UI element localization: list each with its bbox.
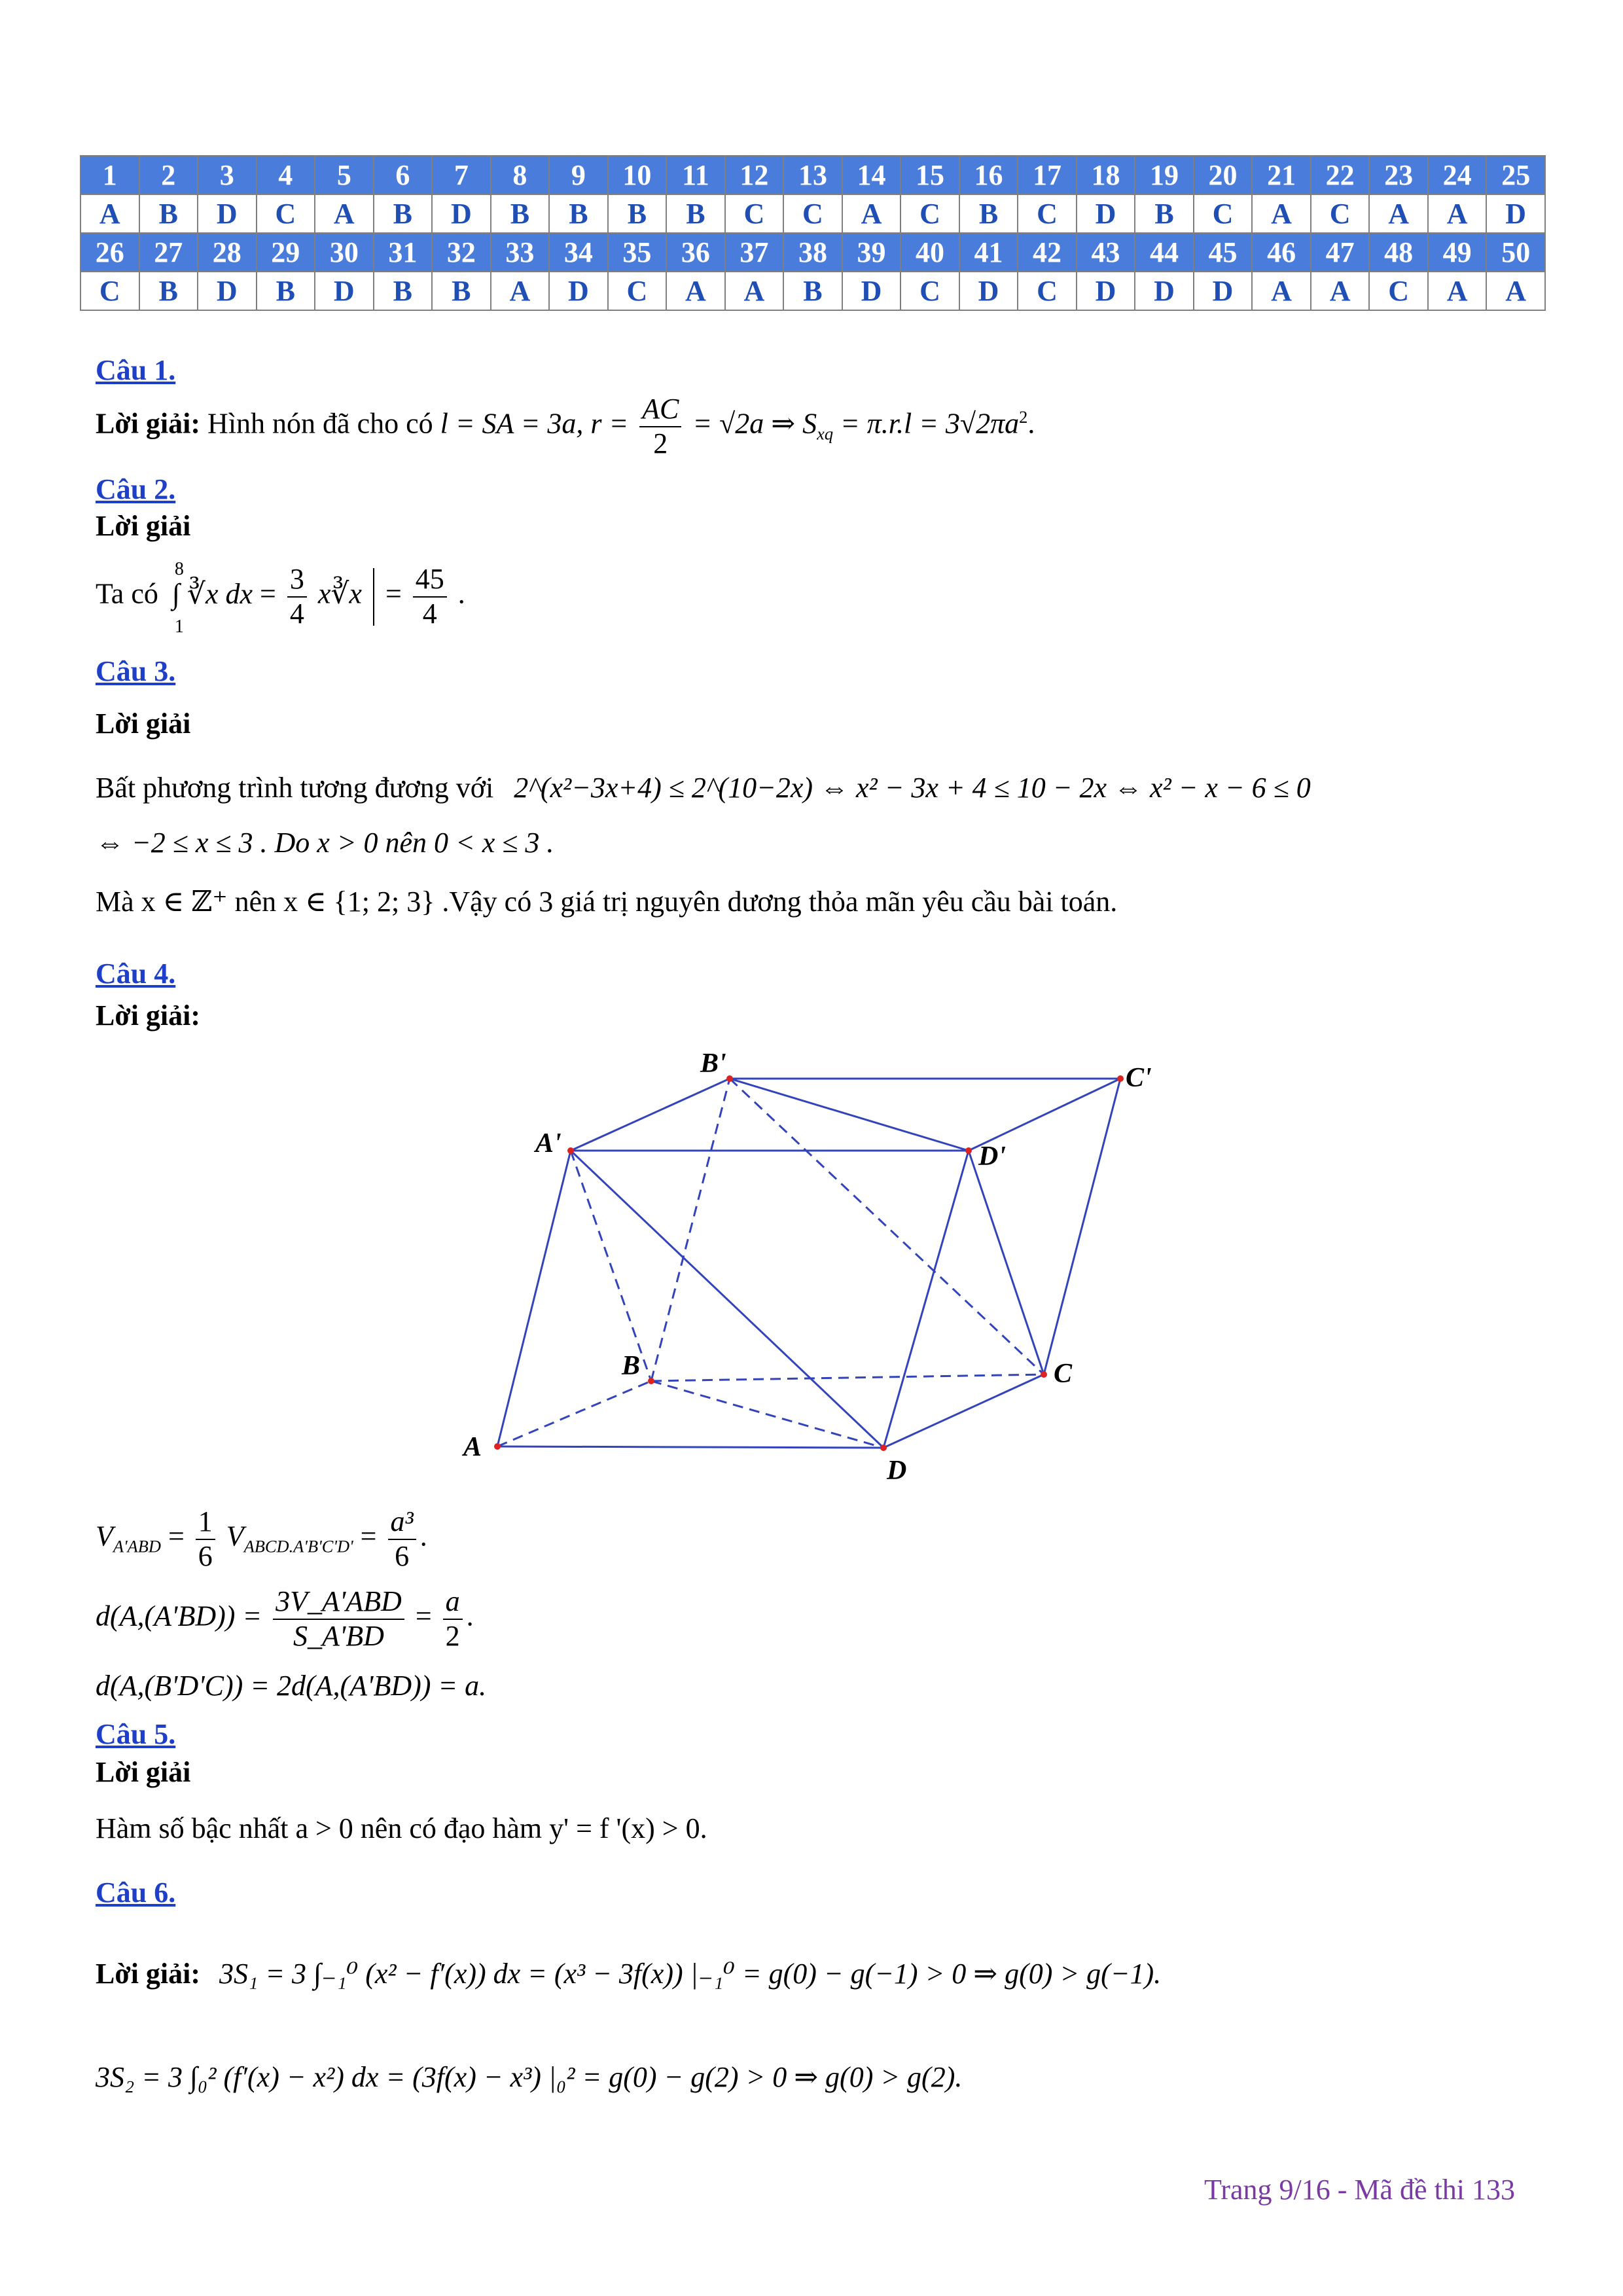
q1-solution-label: Lời giải:: [96, 407, 201, 440]
answer-letter-cell: B: [374, 272, 433, 310]
q1-title: Câu 1.: [96, 354, 176, 386]
answer-letter-cell: A: [1428, 272, 1487, 310]
edge-B1C: [730, 1079, 1044, 1374]
q2-upper: 8: [174, 558, 184, 579]
edge-DC: [883, 1374, 1044, 1448]
answer-letter-cell: D: [198, 194, 257, 233]
question-number-cell: 23: [1369, 156, 1428, 194]
answer-letter-cell: C: [257, 194, 315, 233]
question-number-cell: 3: [198, 156, 257, 194]
answer-letter-cell: D: [959, 272, 1018, 310]
q4-f1-frac1: [196, 1505, 215, 1573]
q3-line-1: [96, 771, 1311, 804]
q5-title: Câu 5.: [96, 1718, 176, 1750]
answer-letter-cell: D: [549, 272, 608, 310]
answer-letter-cell: B: [959, 194, 1018, 233]
q1-sup: 2: [1019, 407, 1028, 427]
q2-frac1-den: 4: [289, 597, 304, 630]
answer-letter-cell: B: [666, 194, 725, 233]
q2-frac2-den: 4: [422, 597, 437, 630]
answer-letter-cell: B: [257, 272, 315, 310]
question-number-cell: 33: [491, 233, 550, 272]
q4-f2-frac1: [273, 1585, 404, 1653]
q2-title: Câu 2.: [96, 473, 176, 505]
edge-D1C1: [969, 1079, 1120, 1151]
answer-letter-cell: A: [1486, 272, 1545, 310]
q2-mid: x∛x: [317, 577, 362, 610]
question-number-cell: 21: [1252, 156, 1311, 194]
parallelepiped-figure: [458, 1041, 1165, 1499]
edge-B1D1: [730, 1079, 969, 1151]
q2-end: .: [457, 577, 465, 610]
q6-line1-math: 3S₁ = 3 ∫₋₁⁰ (x² − f′(x)) dx = (x³ − 3f(x)) |₋₁⁰ = g(0) − g(−1) > 0 ⇒ g(0) > g(−1).: [219, 1958, 1162, 1990]
question-number-cell: 39: [842, 233, 901, 272]
label-A: A: [463, 1432, 482, 1462]
answer-letter-cell: A: [1369, 194, 1428, 233]
answer-letter-cell: A: [1428, 194, 1487, 233]
label-C: C: [1054, 1359, 1073, 1389]
q4-solution-label: Lời giải:: [96, 999, 201, 1031]
question-number-cell: 38: [783, 233, 842, 272]
answer-letter-cell: B: [139, 194, 198, 233]
answer-letter-cell: B: [432, 272, 491, 310]
question-number-cell: 22: [1311, 156, 1370, 194]
question-number-cell: 8: [491, 156, 550, 194]
q4-f1-frac1-den: 6: [198, 1539, 213, 1572]
answer-letter-cell: A: [80, 194, 139, 233]
answer-letter-cell: C: [901, 194, 959, 233]
question-number-cell: 12: [725, 156, 784, 194]
question-number-cell: 14: [842, 156, 901, 194]
question-number-cell: 35: [608, 233, 667, 272]
q4-f1-lhs-sub: A'ABD: [113, 1536, 161, 1556]
answer-letter-cell: A: [1252, 272, 1311, 310]
answer-letter-cell: D: [1486, 194, 1545, 233]
question-number-cell: 11: [666, 156, 725, 194]
question-number-cell: 34: [549, 233, 608, 272]
question-number-cell: 16: [959, 156, 1018, 194]
answer-row-letters-2: [80, 272, 1545, 310]
edge-A1D: [571, 1151, 883, 1448]
question-number-cell: 29: [257, 233, 315, 272]
question-number-cell: 26: [80, 233, 139, 272]
answer-letter-cell: C: [1018, 272, 1077, 310]
question-number-cell: 13: [783, 156, 842, 194]
question-number-cell: 45: [1194, 233, 1253, 272]
question-number-cell: 28: [198, 233, 257, 272]
answer-letter-cell: A: [491, 272, 550, 310]
q4-f2-frac-den: 2: [445, 1619, 460, 1652]
question-number-cell: 44: [1135, 233, 1194, 272]
q2-fraction-2: [413, 563, 447, 630]
answer-letter-cell: C: [1311, 194, 1370, 233]
label-D: D: [887, 1456, 907, 1486]
q4-formula-3: d(A,(B'D'C)) = 2d(A,(A'BD)) = a.: [96, 1670, 487, 1702]
question-number-cell: 25: [1486, 156, 1545, 194]
question-number-cell: 10: [608, 156, 667, 194]
q1-solution-line: [96, 393, 1035, 460]
q6-line-1: [96, 1957, 1161, 1990]
q4-f1-frac2-den: 6: [395, 1539, 410, 1572]
q4-f1-mid-sub: ABCD.A'B'C'D': [243, 1536, 353, 1556]
edge-BB1: [651, 1079, 730, 1381]
q2-frac1-num: 3: [287, 563, 307, 598]
answer-table: [80, 155, 1546, 311]
answer-letter-cell: B: [374, 194, 433, 233]
question-number-cell: 41: [959, 233, 1018, 272]
question-number-cell: 9: [549, 156, 608, 194]
question-number-cell: 50: [1486, 233, 1545, 272]
question-number-cell: 40: [901, 233, 959, 272]
question-number-cell: 17: [1018, 156, 1077, 194]
answer-letter-cell: C: [901, 272, 959, 310]
q3-line1-text: Bất phương trình tương đương với: [96, 772, 494, 804]
question-number-cell: 36: [666, 233, 725, 272]
edge-C1C: [1044, 1079, 1120, 1374]
answer-letter-cell: A: [1252, 194, 1311, 233]
question-number-cell: 2: [139, 156, 198, 194]
q3-solution-label: Lời giải: [96, 708, 191, 740]
question-number-cell: 20: [1194, 156, 1253, 194]
q1-text: Hình nón đã cho có: [207, 407, 433, 440]
answer-letter-cell: C: [1369, 272, 1428, 310]
answer-letter-cell: D: [432, 194, 491, 233]
q1-formula-c: = π.r.l = 3√2πa: [840, 407, 1020, 440]
answer-letter-cell: A: [725, 272, 784, 310]
q4-f2-lhs: d(A,(A'BD)) =: [96, 1600, 262, 1632]
q4-f2-frac-num: a: [443, 1585, 463, 1620]
answer-letter-cell: B: [608, 194, 667, 233]
question-number-cell: 49: [1428, 233, 1487, 272]
q2-integral: ∫ ∛x dx: [171, 577, 253, 610]
q2-fraction-1: [287, 563, 307, 630]
q2-lower: 1: [174, 616, 184, 637]
question-number-cell: 6: [374, 156, 433, 194]
q1-formula-a: l = SA = 3a, r =: [440, 407, 629, 440]
q4-f1-mid: V: [226, 1520, 244, 1552]
answer-letter-cell: C: [80, 272, 139, 310]
answer-letter-cell: D: [315, 272, 374, 310]
edge-AB: [497, 1381, 651, 1446]
answer-letter-cell: C: [1194, 194, 1253, 233]
edge-A1B: [571, 1151, 651, 1381]
label-B1: B': [700, 1049, 726, 1079]
q1-fraction: [639, 393, 681, 460]
q2-eval-bar: [373, 568, 374, 626]
question-number-cell: 43: [1077, 233, 1135, 272]
question-number-cell: 37: [725, 233, 784, 272]
q2-solution-label: Lời giải: [96, 510, 191, 542]
q3-title: Câu 3.: [96, 655, 176, 687]
q4-title: Câu 4.: [96, 958, 176, 990]
question-number-cell: 31: [374, 233, 433, 272]
answer-row-letters-1: [80, 194, 1545, 233]
question-number-cell: 4: [257, 156, 315, 194]
question-number-cell: 18: [1077, 156, 1135, 194]
q6-title: Câu 6.: [96, 1876, 176, 1909]
question-number-cell: 19: [1135, 156, 1194, 194]
answer-letter-cell: B: [1135, 194, 1194, 233]
q3-line1-math: 2^(x²−3x+4) ≤ 2^(10−2x) ⇔ x² − 3x + 4 ≤ 10 − 2x ⇔ x² − x − 6 ≤ 0: [514, 772, 1311, 804]
q2-integral-block: [171, 558, 253, 637]
question-number-cell: 24: [1428, 156, 1487, 194]
answer-letter-cell: A: [1311, 272, 1370, 310]
q1-end: .: [1027, 407, 1035, 440]
edge-AD: [497, 1446, 883, 1448]
answer-letter-cell: B: [549, 194, 608, 233]
label-B: B: [622, 1351, 641, 1381]
answer-letter-cell: D: [1135, 272, 1194, 310]
label-D1: D': [978, 1141, 1006, 1172]
answer-row-numbers-2: [80, 233, 1545, 272]
q4-f1-frac2: [388, 1505, 416, 1573]
edge-AA1: [497, 1151, 571, 1446]
question-number-cell: 7: [432, 156, 491, 194]
page-footer: Trang 9/16 - Mã đề thi 133: [1204, 2174, 1516, 2206]
answer-letter-cell: D: [1077, 272, 1135, 310]
q6-solution-label: Lời giải:: [96, 1958, 201, 1990]
question-number-cell: 27: [139, 233, 198, 272]
q4-f1-lhs: V: [96, 1520, 113, 1552]
question-number-cell: 1: [80, 156, 139, 194]
q2-frac2-num: 45: [413, 563, 447, 598]
edge-BC: [651, 1374, 1044, 1381]
answer-letter-cell: A: [315, 194, 374, 233]
q4-f1-frac2-num: a³: [388, 1505, 416, 1540]
q5-solution-label: Lời giải: [96, 1756, 191, 1788]
answer-letter-cell: A: [842, 194, 901, 233]
question-number-cell: 15: [901, 156, 959, 194]
question-number-cell: 46: [1252, 233, 1311, 272]
q1-sub: xq: [817, 423, 834, 444]
q4-f2-den: S_A'BD: [293, 1619, 384, 1652]
answer-letter-cell: D: [1194, 272, 1253, 310]
answer-letter-cell: B: [783, 272, 842, 310]
answer-letter-cell: C: [608, 272, 667, 310]
edge-D1C: [969, 1151, 1044, 1374]
answer-letter-cell: B: [491, 194, 550, 233]
answer-letter-cell: C: [783, 194, 842, 233]
q4-f1-frac1-num: 1: [196, 1505, 215, 1540]
label-A1: A': [535, 1128, 562, 1158]
question-number-cell: 42: [1018, 233, 1077, 272]
answer-letter-cell: A: [666, 272, 725, 310]
q3-line-3: Mà x ∈ ℤ⁺ nên x ∈ {1; 2; 3} .Vậy có 3 giá trị nguyên dương thỏa mãn yêu cầu bài toán.: [96, 886, 1118, 918]
question-number-cell: 47: [1311, 233, 1370, 272]
answer-letter-cell: D: [198, 272, 257, 310]
q2-formula-line: Ta có 8 ∫ ∛x dx 1 = $\frac{3}{4}$ x∛x = $\frac{45}{4}$ .: [96, 558, 465, 637]
answer-letter-cell: C: [725, 194, 784, 233]
q1-formula-b: = √2a ⇒ S: [692, 407, 817, 440]
answer-letter-cell: C: [1018, 194, 1077, 233]
question-number-cell: 48: [1369, 233, 1428, 272]
q4-formula-2: d(A,(A'BD)) = $\frac{\text{3V\_A'ABD}}{S\_A'BD}$ = $\frac{a}{2}$ .: [96, 1585, 474, 1652]
question-number-cell: 30: [315, 233, 374, 272]
q4-formula-1: $V_{A'ABD}$ = $\frac{1}{6}$ $V_{ABCD.A'B'C'D'}$ = $\frac{\text{a³}}{6}$ .: [96, 1505, 427, 1572]
q1-frac-den: 2: [653, 427, 668, 459]
edge-A1B1: [571, 1079, 730, 1151]
answer-letter-cell: B: [139, 272, 198, 310]
q4-f2-num: 3V_A'ABD: [273, 1585, 404, 1620]
question-number-cell: 32: [432, 233, 491, 272]
question-number-cell: 5: [315, 156, 374, 194]
q3-line-2: ⇔ −2 ≤ x ≤ 3 . Do x > 0 nên 0 < x ≤ 3 .: [96, 827, 554, 859]
answer-letter-cell: D: [1077, 194, 1135, 233]
label-C1: C': [1126, 1063, 1152, 1093]
answer-letter-cell: D: [842, 272, 901, 310]
edge-DD1: [883, 1151, 969, 1448]
q2-prefix: Ta có: [96, 577, 158, 610]
q6-line-2: 3S₂ = 3 ∫₀² (f′(x) − x²) dx = (3f(x) − x³) |₀² = g(0) − g(2) > 0 ⇒ g(0) > g(2).: [96, 2061, 963, 2093]
q4-f2-frac2: [443, 1585, 463, 1653]
q1-frac-num: AC: [639, 393, 681, 427]
answer-row-numbers-1: [80, 156, 1545, 194]
q5-text: Hàm số bậc nhất a > 0 nên có đạo hàm y' = f '(x) > 0.: [96, 1812, 707, 1844]
